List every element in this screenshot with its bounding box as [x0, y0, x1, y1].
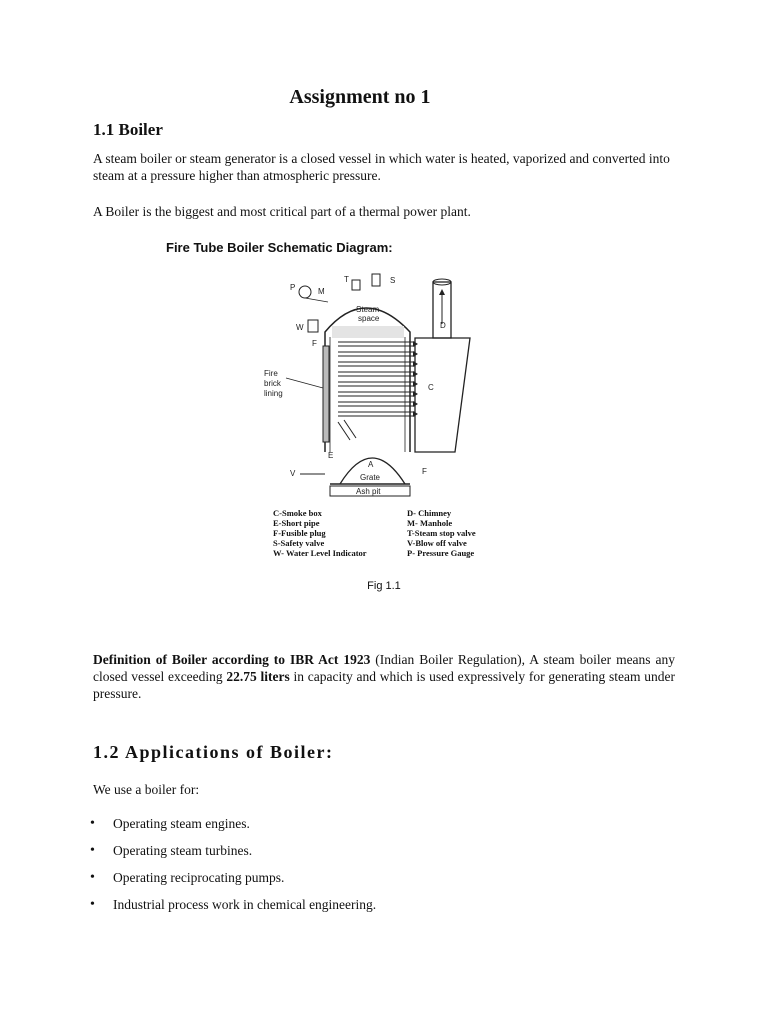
label-e: E [328, 451, 334, 460]
label-grate: Grate [360, 473, 381, 482]
label-a: A [368, 460, 374, 469]
boiler-definition-paragraph: A steam boiler or steam generator is a closed vessel in which water is heated, vaporized and converted into steam at a pressure higher than atmospheric pressure. [93, 151, 670, 183]
safety-valve-shape [372, 274, 380, 286]
label-f: F [312, 339, 317, 348]
label-fire: Fire [264, 369, 278, 378]
capacity-value: 22.75 liters [226, 669, 290, 684]
list-item: • Operating steam engines. [93, 815, 376, 842]
figure-caption: Fig 1.1 [367, 580, 401, 592]
section-heading-applications: 1.2 Applications of Boiler: [93, 742, 334, 762]
water-level-indicator-shape [308, 320, 318, 332]
fire-brick-lining [323, 346, 329, 442]
label-ashpit: Ash pit [356, 487, 381, 496]
fire-tubes [338, 342, 415, 416]
label-s: S [390, 276, 396, 285]
label-m: M [318, 287, 325, 296]
label-d: D [440, 321, 446, 330]
list-item: • Operating steam turbines. [93, 842, 376, 869]
legend-right: D- Chimney M- Manhole T-Steam stop valve V-Blow off valve P- Pressure Gauge [407, 508, 476, 558]
page-title: Assignment no 1 [289, 86, 431, 108]
label-brick: brick [264, 379, 281, 388]
applications-list [93, 815, 376, 923]
label-v: V [290, 469, 296, 478]
ibr-definition-paragraph: Definition of Boiler according to IBR Act 1923 (Indian Boiler Regulation), A steam boiler means any closed vessel exceeding 22.75 liters in capacity and which is used expressively for generating steam under pressure. [93, 652, 676, 701]
legend-left: C-Smoke box E-Short pipe F-Fusible plug S-Safety valve W- Water Level Indicator [273, 508, 367, 558]
ibr-definition-lead: Definition of Boiler according to IBR Act 1923 [93, 652, 371, 667]
applications-intro: We use a boiler for: [93, 782, 200, 797]
diagram-title: Fire Tube Boiler Schematic Diagram: [166, 240, 393, 255]
label-t: T [344, 275, 349, 284]
list-item: • Operating reciprocating pumps. [93, 869, 376, 896]
label-steam: Steam [356, 305, 380, 314]
boiler-importance-paragraph: A Boiler is the biggest and most critical part of a thermal power plant. [93, 204, 471, 219]
label-c: C [428, 383, 434, 392]
pressure-gauge-shape [299, 286, 311, 298]
list-item: • Industrial process work in chemical engineering. [93, 896, 376, 923]
smoke-box-shape [415, 338, 470, 452]
section-heading-boiler: 1.1 Boiler [93, 120, 163, 139]
label-p: P [290, 283, 296, 292]
steam-stop-valve-shape [352, 280, 360, 290]
label-space: space [358, 314, 380, 323]
label-w: W [296, 323, 304, 332]
label-f-right: F [422, 467, 427, 476]
label-lining: lining [264, 389, 283, 398]
